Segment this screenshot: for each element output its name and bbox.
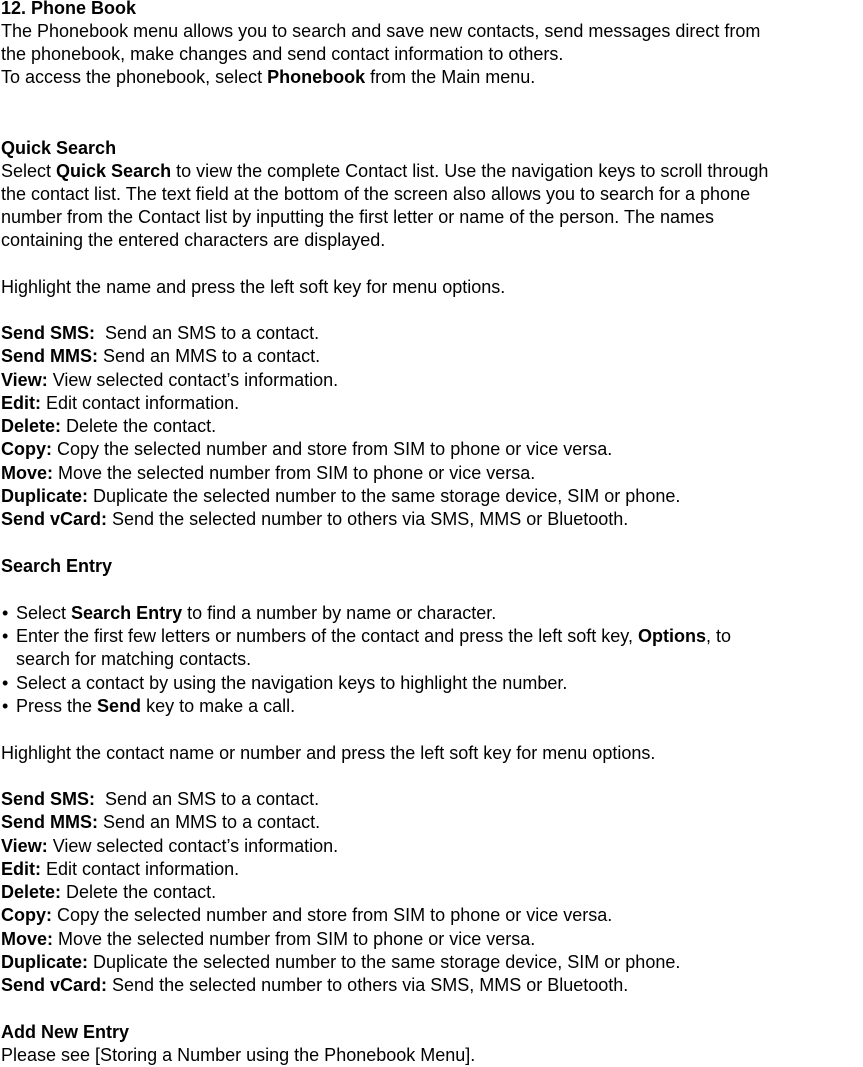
option-item: Send vCard: Send the selected number to others via SMS, MMS or Bluetooth. (1, 975, 629, 995)
paragraph-line: Highlight the name and press the left soft key for menu options. (1, 277, 506, 297)
paragraph-line: Please see [Storing a Number using the Phonebook Menu]. (1, 1045, 476, 1065)
add-new-entry-title: Add New Entry (1, 1022, 130, 1042)
option-item: Edit: Edit contact information. (1, 393, 240, 413)
option-item: Delete: Delete the contact. (1, 882, 217, 902)
bullet-icon: • (2, 603, 9, 623)
intro-line: To access the phonebook, select Phonebook from the Main menu. (1, 67, 536, 87)
option-item: Copy: Copy the selected number and store from SIM to phone or vice versa. (1, 905, 613, 925)
paragraph-line: the contact list. The text field at the bottom of the screen also allows you to search for a phone (1, 184, 751, 204)
option-item: Duplicate: Duplicate the selected number to the same storage device, SIM or phone. (1, 952, 681, 972)
list-item: Press the Send key to make a call. (16, 696, 296, 716)
option-item: Move: Move the selected number from SIM to phone or vice versa. (1, 929, 536, 949)
option-item: Edit: Edit contact information. (1, 859, 240, 879)
option-item: Send MMS: Send an MMS to a contact. (1, 812, 321, 832)
quick-search-title: Quick Search (1, 138, 117, 158)
option-item: View: View selected contact’s information. (1, 370, 339, 390)
list-item: Enter the first few letters or numbers of the contact and press the left soft key, Options, to (16, 626, 731, 646)
option-item: Copy: Copy the selected number and store from SIM to phone or vice versa. (1, 439, 613, 459)
option-item: Send vCard: Send the selected number to others via SMS, MMS or Bluetooth. (1, 509, 629, 529)
option-item: Move: Move the selected number from SIM to phone or vice versa. (1, 463, 536, 483)
bullet-icon: • (2, 673, 9, 693)
bullet-icon: • (2, 696, 9, 716)
option-item: Delete: Delete the contact. (1, 416, 217, 436)
bullet-icon: • (2, 626, 9, 646)
paragraph-line: Select Quick Search to view the complete Contact list. Use the navigation keys to scroll through (1, 161, 769, 181)
option-item: Duplicate: Duplicate the selected number to the same storage device, SIM or phone. (1, 486, 681, 506)
list-item-continuation: search for matching contacts. (16, 649, 252, 669)
option-item: Send MMS: Send an MMS to a contact. (1, 346, 321, 366)
section-heading: 12. Phone Book (1, 0, 137, 18)
paragraph-line: Highlight the contact name or number and press the left soft key for menu options. (1, 743, 656, 763)
paragraph-line: number from the Contact list by inputting the first letter or name of the person. The names (1, 207, 715, 227)
list-item: Select Search Entry to find a number by name or character. (16, 603, 497, 623)
option-item: Send SMS: Send an SMS to a contact. (1, 323, 320, 343)
paragraph-line: containing the entered characters are displayed. (1, 230, 386, 250)
intro-line: The Phonebook menu allows you to search and save new contacts, send messages direct from (1, 21, 761, 41)
option-item: Send SMS: Send an SMS to a contact. (1, 789, 320, 809)
list-item: Select a contact by using the navigation keys to highlight the number. (16, 673, 568, 693)
intro-line: the phonebook, make changes and send contact information to others. (1, 44, 564, 64)
option-item: View: View selected contact’s information. (1, 836, 339, 856)
search-entry-title: Search Entry (1, 556, 113, 576)
